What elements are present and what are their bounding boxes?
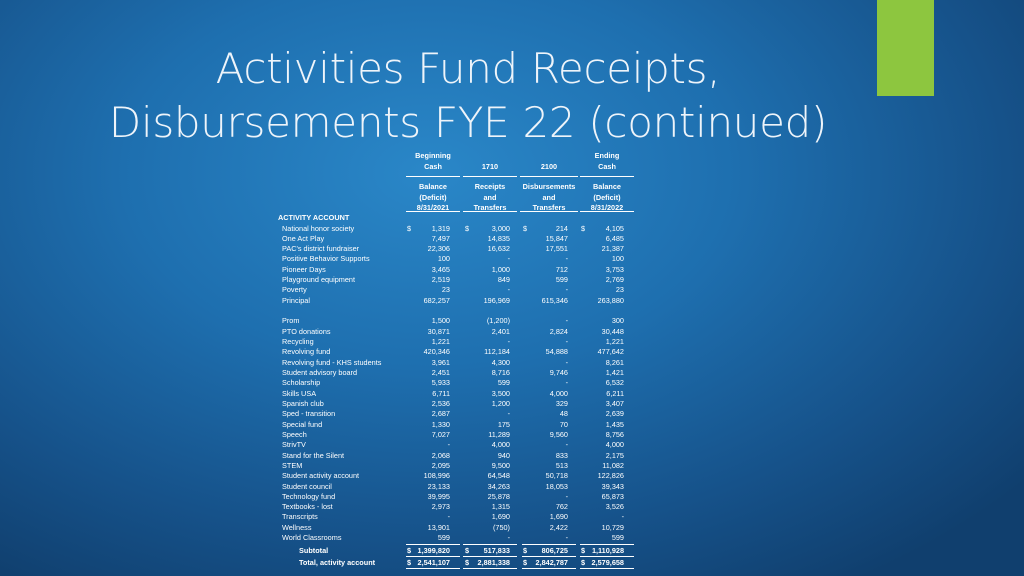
cell-value: 2,579,658 [591, 558, 624, 568]
amount-underline [406, 568, 460, 569]
row-label: Revolving fund [282, 347, 331, 357]
cell-value: 16,632 [487, 244, 510, 254]
amount-underline [522, 568, 576, 569]
cell-value: 2,519 [431, 275, 450, 285]
column-header: 8/31/2021 [416, 203, 450, 212]
cell-value: 8,716 [491, 367, 510, 377]
cell-value: 6,711 [432, 388, 450, 398]
cell-value: 108,996 [423, 471, 450, 481]
cell-value: - [507, 254, 510, 264]
row-label: Technology fund [282, 491, 336, 501]
cell-value: 175 [497, 419, 510, 429]
row-label: Recycling [282, 337, 314, 347]
header-underline [406, 211, 460, 212]
cell-value: 10,729 [601, 522, 624, 532]
cell-value: - [565, 337, 568, 347]
total-row [0, 558, 1024, 568]
row-label: World Classrooms [282, 533, 342, 543]
cell-value: 7,497 [431, 233, 450, 243]
table-row [0, 224, 1024, 234]
row-label: Student advisory board [282, 367, 358, 377]
cell-value: 4,300 [491, 357, 510, 367]
cell-value: (750) [492, 522, 510, 532]
amount-underline [522, 556, 576, 557]
currency-symbol: $ [407, 545, 412, 555]
cell-value: 6,485 [605, 233, 624, 243]
table-row [0, 451, 1024, 461]
table-row [0, 399, 1024, 409]
cell-value: - [507, 409, 510, 419]
cell-value: 122,826 [597, 471, 624, 481]
cell-value: 1,690 [549, 512, 568, 522]
table-row [0, 482, 1024, 492]
row-label: Stand for the Silent [282, 450, 345, 460]
row-label: Scholarship [282, 378, 321, 388]
cell-value: 8,756 [605, 429, 624, 439]
cell-value: - [507, 285, 510, 295]
cell-value: 420,346 [423, 347, 450, 357]
cell-value: 14,835 [487, 233, 510, 243]
cell-value: 1,500 [431, 316, 450, 326]
cell-value: 112,184 [484, 347, 510, 357]
cell-value: 9,500 [491, 460, 510, 470]
row-label: PTO donations [282, 326, 331, 336]
table-row [0, 234, 1024, 244]
cell-value: 9,560 [549, 429, 568, 439]
cell-value: 2,536 [431, 398, 450, 408]
row-label: Playground equipment [282, 275, 356, 285]
column-header: and [483, 192, 497, 202]
cell-value: 64,548 [487, 471, 510, 481]
table-row [0, 285, 1024, 295]
cell-value: 13,901 [427, 522, 450, 532]
cell-value: 849 [497, 275, 510, 285]
row-label: National honor society [282, 223, 355, 233]
table-row [0, 523, 1024, 533]
cell-value: 712 [555, 264, 568, 274]
cell-value: 3,961 [431, 357, 450, 367]
cell-value: 300 [611, 316, 624, 326]
cell-value: - [565, 440, 568, 450]
header-underline [520, 176, 578, 177]
table-row [0, 244, 1024, 254]
header-underline [580, 176, 634, 177]
cell-value: 23,133 [427, 481, 450, 491]
cell-value: 517,833 [483, 545, 510, 555]
cell-value: 11,082 [602, 460, 624, 470]
cell-value: - [565, 285, 568, 295]
cell-value: 1,315 [491, 502, 510, 512]
column-header: Ending [594, 151, 620, 160]
column-header: Cash [598, 162, 616, 171]
cell-value: 48 [559, 409, 568, 419]
table-row [0, 316, 1024, 326]
table-row [0, 409, 1024, 419]
table-row [0, 275, 1024, 285]
cell-value: 17,551 [545, 244, 568, 254]
cell-value: 21,387 [601, 244, 624, 254]
cell-value: 599 [611, 533, 624, 543]
row-label: Pioneer Days [282, 264, 326, 274]
currency-symbol: $ [465, 223, 470, 233]
cell-value: 329 [555, 398, 568, 408]
cell-value: 1,319 [431, 223, 450, 233]
cell-value: 39,995 [427, 491, 450, 501]
row-label: Skills USA [282, 388, 317, 398]
cell-value: 1,330 [431, 419, 450, 429]
cell-value: 22,306 [427, 244, 450, 254]
cell-value: - [565, 357, 568, 367]
subtotal-rule [522, 544, 576, 545]
cell-value: 2,824 [549, 326, 568, 336]
amount-underline [580, 556, 634, 557]
cell-value: 477,642 [597, 347, 624, 357]
table-row [0, 347, 1024, 357]
title-line-1: Activities Fund Receipts, [215, 44, 721, 93]
header-underline [520, 211, 578, 212]
cell-value: 1,200 [491, 398, 510, 408]
cell-value: 682,257 [423, 295, 450, 305]
column-header: Disbursements [522, 182, 576, 191]
cell-value: 7,027 [431, 429, 450, 439]
row-label: Poverty [282, 285, 307, 295]
cell-value: - [565, 254, 568, 264]
cell-value: 1,110,928 [591, 545, 624, 555]
cell-value: 30,871 [427, 326, 450, 336]
currency-symbol: $ [465, 558, 470, 568]
cell-value: 2,401 [491, 326, 510, 336]
cell-value: 513 [555, 460, 568, 470]
amount-underline [406, 556, 460, 557]
cell-value: 762 [555, 502, 568, 512]
table-row [0, 533, 1024, 543]
amount-underline [463, 556, 517, 557]
cell-value: - [507, 533, 510, 543]
subtotal-rule [580, 544, 634, 545]
column-header: 1710 [481, 162, 499, 171]
cell-value: 34,263 [487, 481, 510, 491]
currency-symbol: $ [465, 545, 470, 555]
cell-value: 1,435 [605, 419, 624, 429]
cell-value: - [447, 512, 450, 522]
cell-value: 2,973 [431, 502, 450, 512]
row-label: Positive Behavior Supports [282, 254, 370, 264]
cell-value: 2,422 [549, 522, 568, 532]
table-row [0, 368, 1024, 378]
cell-value: 599 [437, 533, 450, 543]
cell-value: 100 [611, 254, 624, 264]
row-label: PAC's district fundraiser [282, 244, 360, 254]
table-row [0, 378, 1024, 388]
cell-value: 4,105 [605, 223, 624, 233]
cell-value: 940 [497, 450, 510, 460]
currency-symbol: $ [407, 223, 412, 233]
cell-value: 70 [559, 419, 568, 429]
row-label: Total, activity account [299, 558, 376, 568]
cell-value: 1,221 [605, 337, 624, 347]
subtotal-rule [406, 544, 460, 545]
amount-underline [580, 568, 634, 569]
column-header: Balance [593, 182, 621, 191]
table-row [0, 471, 1024, 481]
cell-value: - [565, 316, 568, 326]
row-label: One Act Play [282, 233, 325, 243]
column-header: Transfers [473, 203, 507, 212]
table-row [0, 327, 1024, 337]
cell-value: 2,451 [431, 367, 450, 377]
cell-value: 6,532 [605, 378, 624, 388]
column-header: Beginning [415, 151, 451, 160]
cell-value: 65,873 [601, 491, 624, 501]
currency-symbol: $ [523, 545, 528, 555]
currency-symbol: $ [407, 558, 412, 568]
row-label: Special fund [282, 419, 323, 429]
column-header: 8/31/2022 [590, 203, 624, 212]
cell-value: 50,718 [545, 471, 568, 481]
cell-value: 1,399,820 [417, 545, 450, 555]
row-label: Student council [282, 481, 332, 491]
column-header: and [542, 192, 556, 202]
row-label: Speech [282, 429, 307, 439]
currency-symbol: $ [523, 223, 528, 233]
cell-value: 599 [555, 275, 568, 285]
header-underline [406, 176, 460, 177]
table-row [0, 358, 1024, 368]
currency-symbol: $ [581, 558, 586, 568]
cell-value: 25,878 [487, 491, 510, 501]
cell-value: 8,261 [605, 357, 624, 367]
cell-value: 1,221 [431, 337, 450, 347]
table-row [0, 296, 1024, 306]
cell-value: - [621, 512, 624, 522]
cell-value: - [507, 337, 510, 347]
table-row [0, 440, 1024, 450]
cell-value: 3,753 [605, 264, 624, 274]
column-header: Receipts [474, 182, 506, 191]
cell-value: 599 [497, 378, 510, 388]
cell-value: 2,541,107 [417, 558, 450, 568]
row-label: Transcripts [282, 512, 318, 522]
table-row [0, 492, 1024, 502]
cell-value: 11,289 [488, 429, 510, 439]
cell-value: 615,346 [541, 295, 568, 305]
row-label: STEM [282, 460, 303, 470]
cell-value: 1,000 [491, 264, 510, 274]
row-label: Sped - transition [282, 409, 336, 419]
column-header: 2100 [540, 162, 558, 171]
row-label: Principal [282, 295, 310, 305]
row-label: StrivTV [282, 440, 306, 450]
cell-value: - [565, 491, 568, 501]
table-row [0, 430, 1024, 440]
header-underline [580, 211, 634, 212]
header-underline [463, 211, 517, 212]
title-line-2: Disbursements FYE 22 (continued) [108, 98, 828, 147]
row-label: Revolving fund - KHS students [282, 357, 382, 367]
cell-value: - [447, 440, 450, 450]
row-label: Student activity account [282, 471, 360, 481]
amount-underline [463, 568, 517, 569]
row-label: Prom [282, 316, 300, 326]
header-underline [463, 176, 517, 177]
column-header: (Deficit) [593, 192, 621, 202]
cell-value: 6,211 [606, 388, 624, 398]
cell-value: 39,343 [601, 481, 624, 491]
cell-value: 18,053 [545, 481, 568, 491]
cell-value: - [565, 533, 568, 543]
cell-value: 4,000 [491, 440, 510, 450]
row-label: Wellness [282, 522, 312, 532]
cell-value: - [565, 378, 568, 388]
cell-value: 3,407 [605, 398, 624, 408]
column-header: (Deficit) [419, 192, 447, 202]
cell-value: 806,725 [541, 545, 568, 555]
cell-value: 1,421 [605, 367, 624, 377]
cell-value: 54,888 [545, 347, 568, 357]
table-row [0, 389, 1024, 399]
cell-value: 2,175 [605, 450, 624, 460]
column-header: Transfers [532, 203, 566, 212]
subtotal-row [0, 546, 1024, 556]
row-label: Subtotal [299, 545, 329, 555]
currency-symbol: $ [523, 558, 528, 568]
cell-value: 2,095 [431, 460, 450, 470]
cell-value: 3,465 [431, 264, 450, 274]
cell-value: 3,526 [605, 502, 624, 512]
cell-value: 100 [437, 254, 450, 264]
subtotal-rule [463, 544, 517, 545]
cell-value: 2,769 [605, 275, 624, 285]
table-row [0, 306, 1024, 316]
cell-value: 23 [615, 285, 624, 295]
cell-value: 30,448 [601, 326, 624, 336]
cell-value: 2,639 [605, 409, 624, 419]
cell-value: (1,200) [486, 316, 510, 326]
cell-value: 1,690 [491, 512, 510, 522]
cell-value: 2,881,338 [477, 558, 510, 568]
table-row [0, 337, 1024, 347]
column-header: Cash [424, 162, 442, 171]
table-row [0, 254, 1024, 264]
column-header: Balance [419, 182, 447, 191]
cell-value: 23 [441, 285, 450, 295]
currency-symbol: $ [581, 545, 586, 555]
currency-symbol: $ [581, 223, 586, 233]
cell-value: 2,687 [431, 409, 450, 419]
cell-value: 263,880 [597, 295, 624, 305]
cell-value: 2,842,787 [535, 558, 568, 568]
cell-value: 833 [555, 450, 568, 460]
table-row [0, 420, 1024, 430]
cell-value: 214 [555, 223, 568, 233]
table-row [0, 265, 1024, 275]
table-row [0, 512, 1024, 522]
cell-value: 9,746 [549, 367, 568, 377]
section-label: ACTIVITY ACCOUNT [278, 213, 350, 222]
cell-value: 2,068 [431, 450, 450, 460]
cell-value: 4,000 [549, 388, 568, 398]
cell-value: 5,933 [431, 378, 450, 388]
cell-value: 3,000 [491, 223, 510, 233]
row-label: Textbooks - lost [282, 502, 333, 512]
row-label: Spanish club [282, 398, 324, 408]
cell-value: 4,000 [605, 440, 624, 450]
cell-value: 196,969 [483, 295, 510, 305]
cell-value: 15,847 [545, 233, 568, 243]
table-row [0, 502, 1024, 512]
cell-value: 3,500 [491, 388, 510, 398]
table-row [0, 461, 1024, 471]
